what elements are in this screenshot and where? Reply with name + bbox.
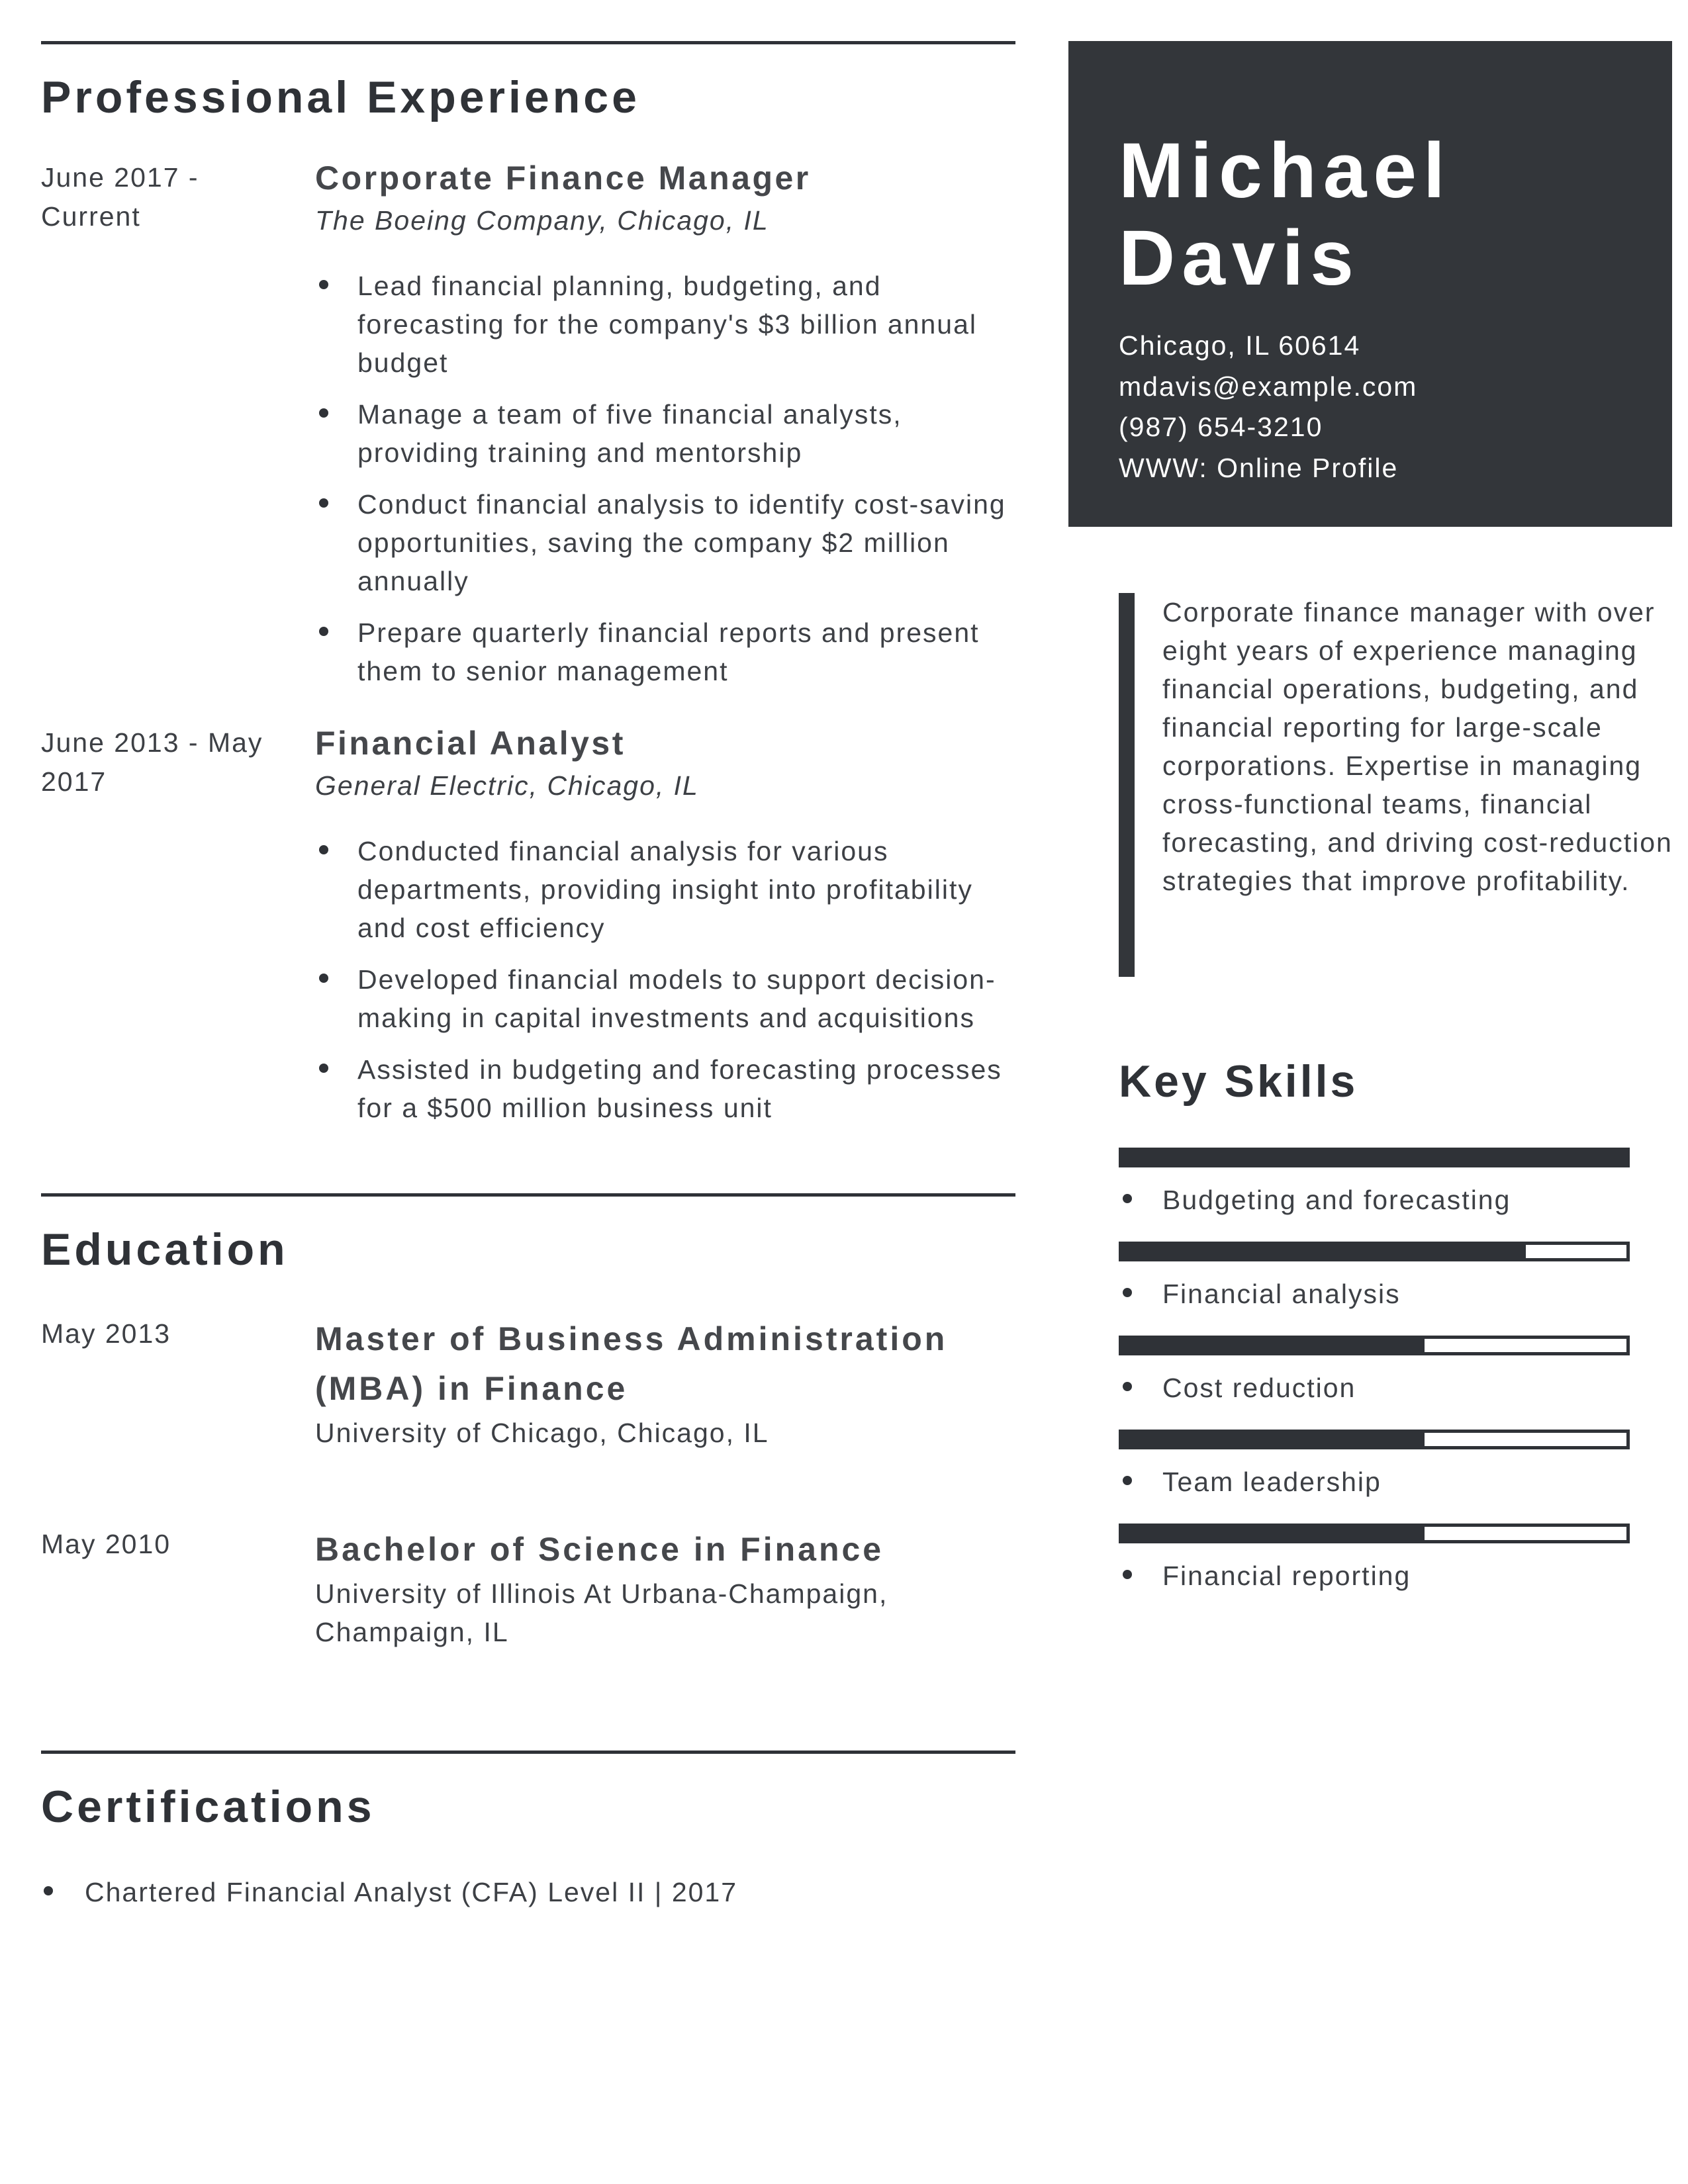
- skill-level-fill: [1122, 1433, 1425, 1446]
- job-entry: [41, 158, 1015, 690]
- candidate-name: [1119, 127, 1452, 302]
- job-date: June 2017 - Current: [41, 162, 199, 232]
- section-divider: [41, 41, 1015, 44]
- education-date: May 2013: [41, 1318, 171, 1349]
- contact-website[interactable]: WWW: Online Profile: [1119, 452, 1399, 483]
- education-date: May 2010: [41, 1529, 171, 1559]
- skill-label: Financial reporting: [1119, 1557, 1630, 1595]
- job-entry: [41, 723, 1015, 1127]
- job-company: The Boeing Company, Chicago, IL: [315, 205, 769, 236]
- section-divider: [41, 1193, 1015, 1197]
- last-name: Davis: [1119, 214, 1360, 302]
- name-header-box: [1068, 41, 1672, 527]
- education-heading: Education: [41, 1224, 289, 1275]
- contact-email[interactable]: mdavis@example.com: [1119, 371, 1418, 402]
- job-bullet: Manage a team of five financial analysts, providing training and mentorship: [315, 395, 1015, 472]
- main-column: [41, 41, 1015, 1911]
- job-bullet: Developed financial models to support decision-making in capital investments and acquisitions: [315, 960, 1015, 1037]
- contact-location: Chicago, IL 60614: [1119, 330, 1361, 361]
- education-degree: Master of Business Administration (MBA) in Finance: [315, 1320, 948, 1407]
- job-bullet: Assisted in budgeting and forecasting processes for a $500 million business unit: [315, 1050, 1015, 1127]
- contact-info: [1119, 326, 1417, 488]
- contact-phone: (987) 654-3210: [1119, 412, 1323, 442]
- section-divider: [41, 1751, 1015, 1754]
- first-name: Michael: [1119, 127, 1452, 214]
- profile-summary: Corporate finance manager with over eight years of experience managing financial operations, budgeting, and financial reporting for large-scale corporations. Expertise in managing cross-functional teams, financial forecasting, and driving cost-reduction strategies that improve profitability.: [1119, 593, 1688, 977]
- job-title: Corporate Finance Manager: [315, 159, 811, 197]
- skill-level-fill: [1122, 1245, 1526, 1258]
- skill-level-bar: [1119, 1430, 1630, 1449]
- job-company: General Electric, Chicago, IL: [315, 770, 699, 801]
- skills-heading: Key Skills: [1119, 1056, 1358, 1107]
- job-bullet: Prepare quarterly financial reports and present them to senior management: [315, 614, 1015, 690]
- certification-item: Chartered Financial Analyst (CFA) Level II | 2017: [41, 1873, 1015, 1911]
- education-degree: Bachelor of Science in Finance: [315, 1531, 884, 1568]
- skill-label: Cost reduction: [1119, 1369, 1630, 1407]
- skill-level-bar: [1119, 1242, 1630, 1261]
- job-bullet: Conducted financial analysis for various departments, providing insight into profitability and cost efficiency: [315, 832, 1015, 947]
- skill-level-bar: [1119, 1336, 1630, 1355]
- skills-list: [1119, 1148, 1630, 1617]
- skill-label: Team leadership: [1119, 1463, 1630, 1501]
- skill-level-fill: [1122, 1151, 1626, 1164]
- job-date: June 2013 - May 2017: [41, 727, 263, 797]
- education-school: University of Chicago, Chicago, IL: [315, 1418, 769, 1448]
- skill-level-fill: [1122, 1339, 1425, 1352]
- education-entry: [41, 1314, 1015, 1452]
- job-title: Financial Analyst: [315, 725, 626, 762]
- skill-item: [1119, 1336, 1630, 1407]
- job-bullet: Lead financial planning, budgeting, and forecasting for the company's $3 billion annual budget: [315, 267, 1015, 382]
- certifications-heading: Certifications: [41, 1782, 375, 1832]
- skill-level-fill: [1122, 1527, 1425, 1540]
- skill-level-bar: [1119, 1148, 1630, 1167]
- skill-level-bar: [1119, 1524, 1630, 1543]
- skill-item: [1119, 1430, 1630, 1501]
- skill-item: [1119, 1524, 1630, 1595]
- education-school: University of Illinois At Urbana-Champaign, Champaign, IL: [315, 1578, 888, 1647]
- skill-item: [1119, 1242, 1630, 1313]
- skill-label: Financial analysis: [1119, 1275, 1630, 1313]
- education-entry: [41, 1525, 1015, 1651]
- job-bullet: Conduct financial analysis to identify cost-saving opportunities, saving the company $2 million annually: [315, 485, 1015, 600]
- experience-heading: Professional Experience: [41, 72, 640, 122]
- skill-item: [1119, 1148, 1630, 1219]
- job-bullets: [315, 267, 1015, 690]
- skill-label: Budgeting and forecasting: [1119, 1181, 1630, 1219]
- job-bullets: [315, 832, 1015, 1127]
